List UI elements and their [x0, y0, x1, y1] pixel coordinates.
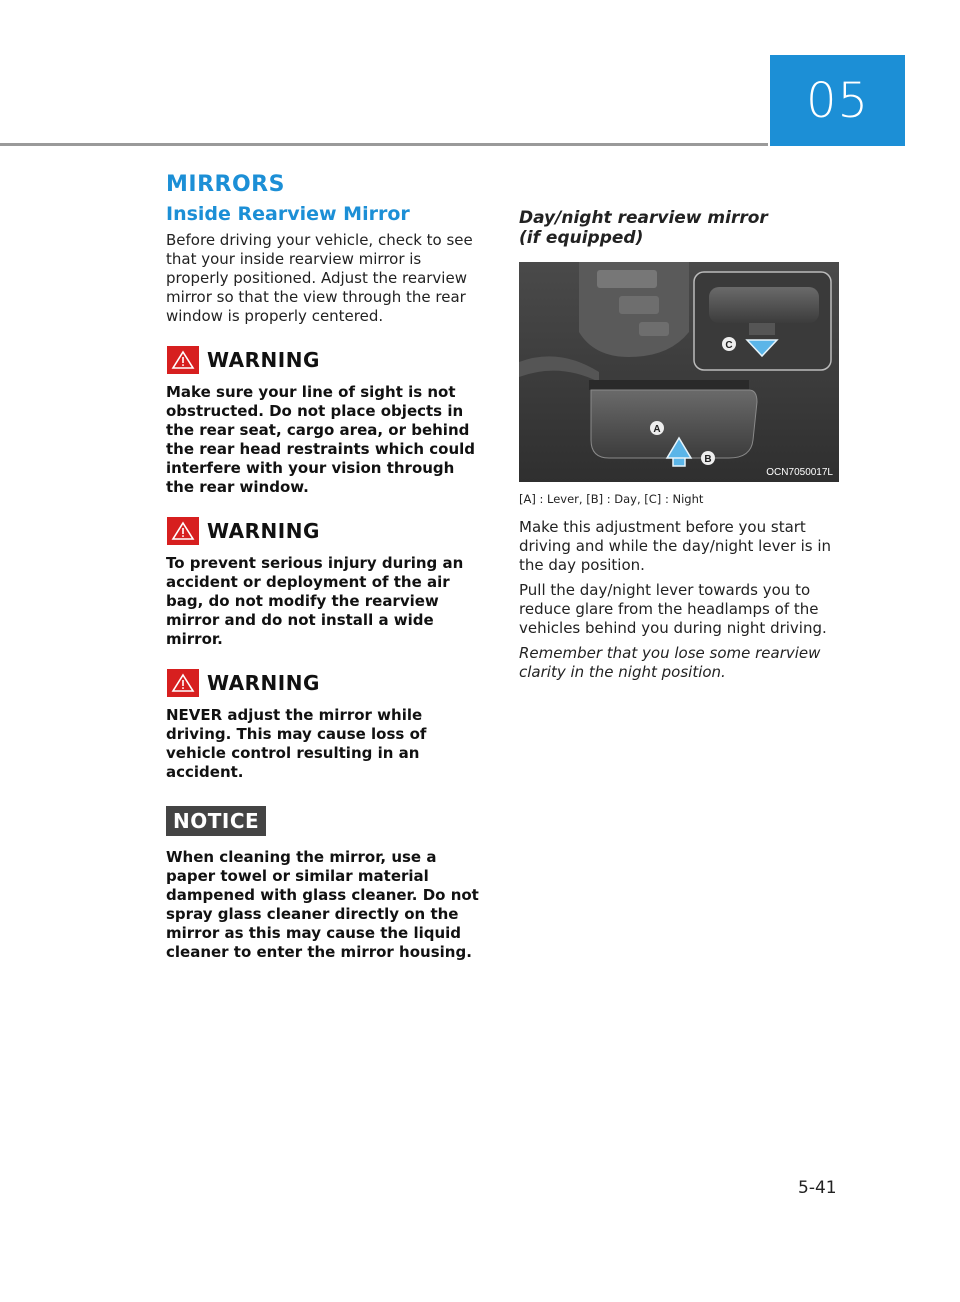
right-column	[519, 208, 841, 682]
warning-triangle-icon	[167, 669, 199, 697]
day-night-title-line2: (if equipped)	[519, 228, 644, 248]
page-number: 5-41	[798, 1178, 837, 1198]
warning-triangle-icon	[167, 517, 199, 545]
mirror-illustration	[519, 262, 839, 482]
intro-text: Before driving your vehicle, check to see that your inside rearview mirror is properly positioned. Adjust the rearview mirror so that the view through the rear window is properly centered.	[166, 231, 473, 325]
left-column	[166, 172, 484, 962]
warning-text: To prevent serious injury during an accident or deployment of the air bag, do not modify the rearview mirror and do not install a wide mirror.	[166, 554, 464, 648]
label-b: B	[704, 454, 712, 465]
label-c: C	[725, 340, 733, 351]
notice-text: When cleaning the mirror, use a paper towel or similar material dampened with glass cleaner. Do not spray glass cleaner directly on the mirror as this may cause the liquid cleaner to enter the mirror housing.	[166, 848, 479, 961]
figure-caption: [A] : Lever, [B] : Day, [C] : Night	[519, 492, 704, 506]
instruction-paragraph-1: Make this adjustment before you start driving and while the day/night lever is in the day position.	[519, 518, 832, 574]
subsection-title: Inside Rearview Mirror	[166, 203, 410, 225]
warning-triangle-icon	[167, 346, 199, 374]
instruction-paragraph-3: Remember that you lose some rearview clarity in the night position.	[519, 644, 821, 681]
warning-text: NEVER adjust the mirror while driving. This may cause loss of vehicle control resulting in an accident.	[166, 706, 427, 781]
label-a: A	[653, 424, 661, 435]
warning-block-2	[166, 517, 484, 649]
day-night-title-line1: Day/night rearview mirror	[519, 208, 768, 228]
warning-text: Make sure your line of sight is not obstructed. Do not place objects in the rear seat, cargo area, or behind the rear head restraints which could interfere with your vision through the rear window.	[166, 383, 476, 496]
warning-label: WARNING	[207, 671, 320, 695]
header-rule	[0, 143, 768, 146]
chapter-tab: 05	[770, 55, 905, 146]
section-title: MIRRORS	[166, 172, 285, 197]
notice-block	[166, 782, 484, 962]
notice-label: NOTICE	[166, 806, 266, 836]
day-night-title	[519, 208, 841, 248]
figure-code: OCN7050017L	[766, 467, 833, 478]
warning-block-1	[166, 346, 484, 497]
warning-block-3	[166, 669, 484, 782]
instruction-paragraph-2: Pull the day/night lever towards you to reduce glare from the headlamps of the vehicles behind you during night driving.	[519, 581, 827, 637]
warning-label: WARNING	[207, 348, 320, 372]
warning-label: WARNING	[207, 519, 320, 543]
mirror-illustration-svg	[519, 262, 839, 482]
